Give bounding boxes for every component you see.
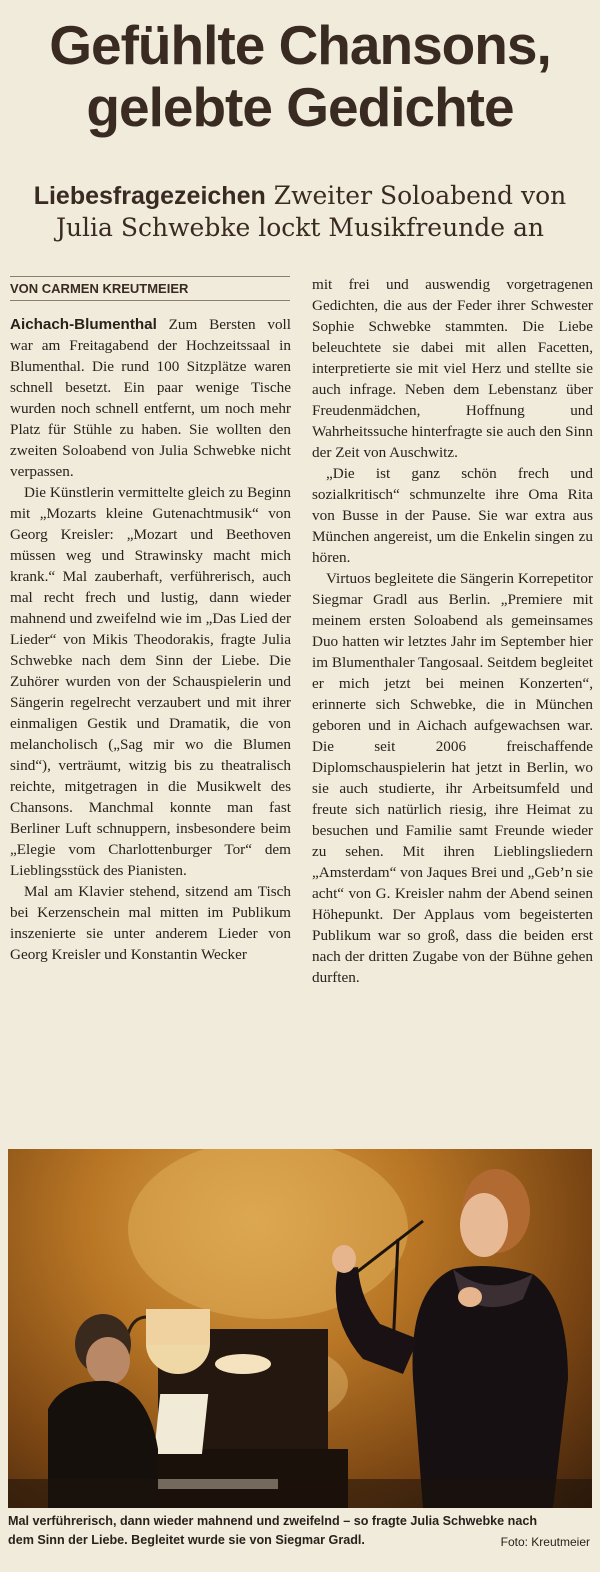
article-column-1 — [10, 314, 291, 965]
photo-credit: Foto: Kreutmeier — [500, 1535, 590, 1549]
headline-line-2: gelebte Gedichte — [86, 76, 514, 138]
paragraph: Virtuos begleitete die Sängerin Korrepetitor Siegmar Gradl aus Berlin. „Premiere mit meinem ersten Soloabend als gemeinsames Duo hatten wir letztes Jahr im September hier im Blumenthaler Tangosaal. Seitdem begleitet er mich jetzt bei meinen Konzerten“, erinnerte sich Schwebke, die in München geboren und in Aichach aufgewachsen war. Die seit 2006 freischaffende Diplomschauspielerin hat jetzt in Berlin, wo sie auch studierte, ihr Arbeitsumfeld und freute sich natürlich riesig, ihre Heimat zu besuchen und Familie samt Freunde wieder zu sehen. Mit ihren Lieblingsliedern „Amsterdam“ von Jaques Brei und „Geb’n sie acht“ von G. Kreisler nahm der Abend seinen Höhepunkt. Der Applaus vom begeisterten Publikum war so groß, dass die beiden erst nach der dritten Zugabe von der Bühne gehen durften. — [312, 570, 593, 986]
subheadline — [0, 180, 600, 244]
concert-photo — [8, 1149, 592, 1508]
paragraph: Die Künstlerin vermittelte gleich zu Beginn mit „Mozarts kleine Gutenachtmusik“ von Georg Kreisler: „Mozart und Beethoven müssen weg und Strawinsky macht mich krank.“ Mal zauberhaft, verführerisch, auch mal recht frech und lustig, dann wieder mahnend und zweifelnd wie im „Das Lied der Lieder“ von Mikis Theodorakis, fragte Julia Schwebke nach dem Sinn der Liebe. Die Zuhörer wurden von der Schauspielerin und Sängerin regelrecht verzaubert und mit ihrer einmaligen Gestik und Dramatik, die von melancholisch („Sag mir wo die Blumen sind“), verträumt, witzig bis zu theatralisch reichte, mitgetragen in die Musikwelt des Chansons. Manchmal konnte man fast Berliner Luft schnuppern, insbesondere beim „Elegie vom Charlottenburger Tor“ dem Lieblingsstück des Pianisten. — [10, 484, 291, 879]
paragraph: „Die ist ganz schön frech und sozialkritisch“ schmunzelte ihre Oma Rita von Busse in der Pause. Sie war extra aus München angereist, um die Enkelin singen zu hören. — [312, 465, 593, 566]
subheadline-line-1: Zweiter Soloabend von — [265, 181, 567, 210]
kicker: Liebesfragezeichen — [33, 182, 266, 210]
article-column-2 — [312, 274, 593, 988]
concert-photo-illustration — [8, 1149, 592, 1508]
headline-line-1: Gefühlte Chansons, — [49, 14, 551, 76]
caption-line-2: dem Sinn der Liebe. Begleitet wurde sie von Siegmar Gradl. — [8, 1533, 365, 1547]
paragraph-text: Zum Bersten voll war am Freitagabend der Hochzeitssaal in Blumenthal. Die rund 100 Sitzplätze waren schnell besetzt. Ein paar wenige Tische wurden noch schnell entfernt, um noch mehr Platz für Stühle zu haben. Sie wollten den zweiten Soloabend von Julia Schwebke nicht verpassen. — [10, 316, 291, 480]
dateline: Aichach-Blumenthal — [10, 316, 157, 333]
paragraph: mit frei und auswendig vorgetragenen Gedichten, die aus der Feder ihrer Schwester Sophie Schwebke stammten. Die Liebe beleuchtete sie dabei mit allen Facetten, interpretierte sie mit viel Herz und stellte sie auch infrage. Neben dem Lebenstanz über Freudenmädchen, Hoffnung und Wahrheitssuche hinterfragte sie auch den Sinn der Zeit von Auschwitz. — [312, 276, 593, 461]
subheadline-line-2: Julia Schwebke lockt Musikfreunde an — [55, 213, 545, 242]
byline: VON CARMEN KREUTMEIER — [10, 276, 290, 301]
paragraph: Mal am Klavier stehend, sitzend am Tisch bei Kerzenschein mal mitten im Publikum inszenierte sie unter anderem Lieder von Georg Kreisler und Konstantin Wecker — [10, 883, 291, 963]
headline — [0, 14, 600, 138]
paragraph — [10, 314, 291, 482]
caption-line-1: Mal verführerisch, dann wieder mahnend und zweifelnd – so fragte Julia Schwebke nach — [8, 1514, 538, 1528]
